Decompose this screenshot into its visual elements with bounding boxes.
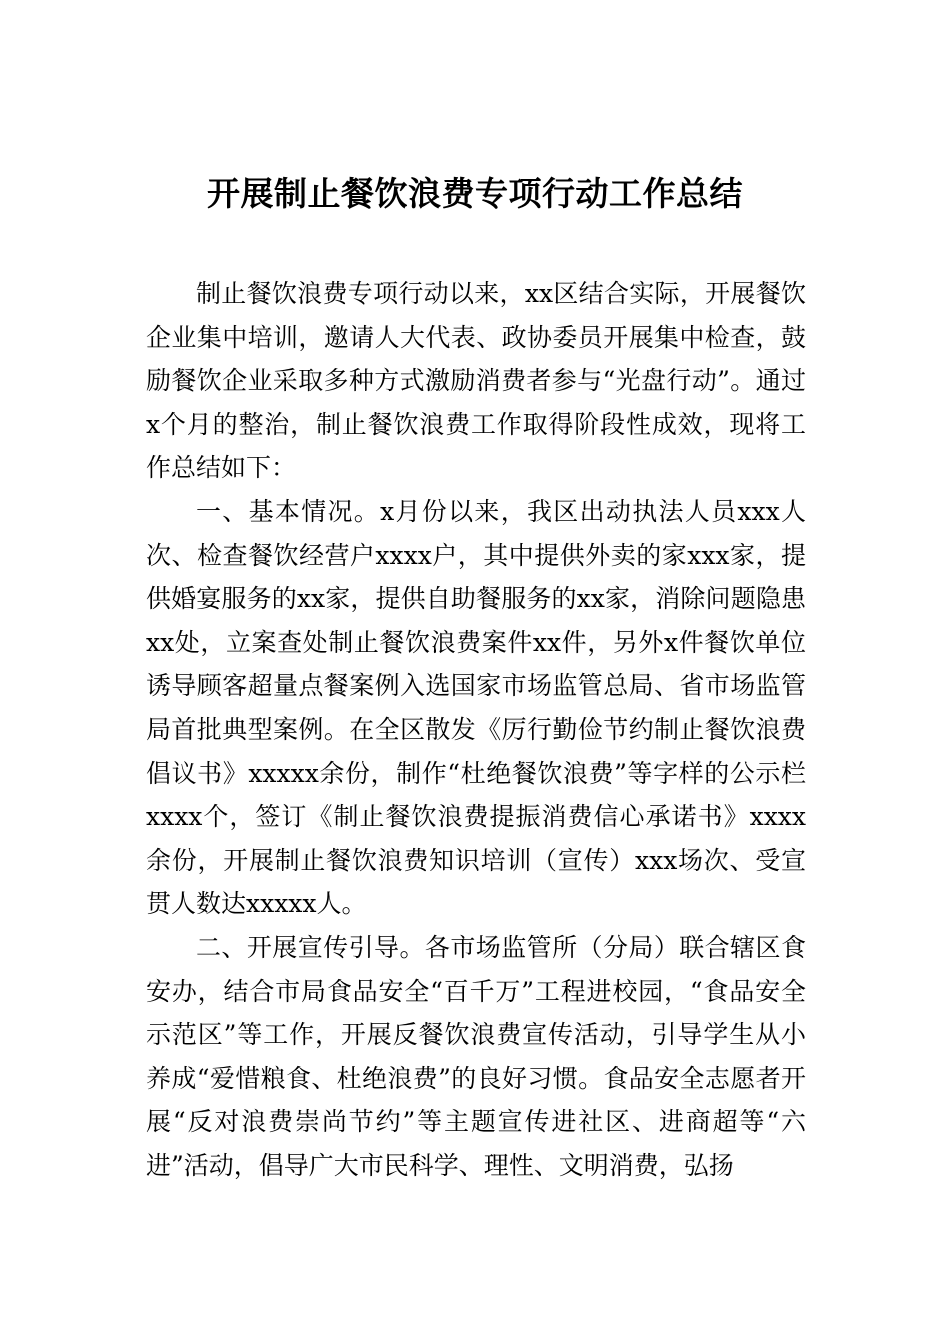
document-title: 开展制止餐饮浪费专项行动工作总结 <box>207 174 743 213</box>
paragraph-basic-situation: 一、基本情况。x月份以来，我区出动执法人员xxx人次、检查餐饮经营户xxxx户，其中提供外卖的家xxx家，提供婚宴服务的xx家，提供自助餐服务的xx家，消除问题隐患xx处，立案查处制止餐饮浪费案件xx件，另外x件餐饮单位诱导顾客超量点餐案例入选国家市场监管总局、省市场监管局首批典型案例。在全区散发《厉行勤俭节约制止餐饮浪费倡议书》xxxxx余份，制作“杜绝餐饮浪费”等字样的公示栏xxxx个，签订《制止餐饮浪费提振消费信心承诺书》xxxx余份，开展制止餐饮浪费知识培训（宣传）xxx场次、受宣贯人数达xxxxx人。 <box>146 496 806 919</box>
paragraph-publicity: 二、开展宣传引导。各市场监管所（分局）联合辖区食安办，结合市局食品安全“百千万”工程进校园，“食品安全示范区”等工作，开展反餐饮浪费宣传活动，引导学生从小养成“爱惜粮食、杜绝浪费”的良好习惯。食品安全志愿者开展“反对浪费崇尚节约”等主题宣传进社区、进商超等“六进”活动，倡导广大市民科学、理性、文明消费，弘扬 <box>146 932 806 1180</box>
document-body <box>146 272 806 1187</box>
paragraph-intro: 制止餐饮浪费专项行动以来，xx区结合实际，开展餐饮企业集中培训，邀请人大代表、政协委员开展集中检查，鼓励餐饮企业采取多种方式激励消费者参与“光盘行动”。通过x个月的整治，制止餐饮浪费工作取得阶段性成效，现将工作总结如下： <box>146 279 806 483</box>
